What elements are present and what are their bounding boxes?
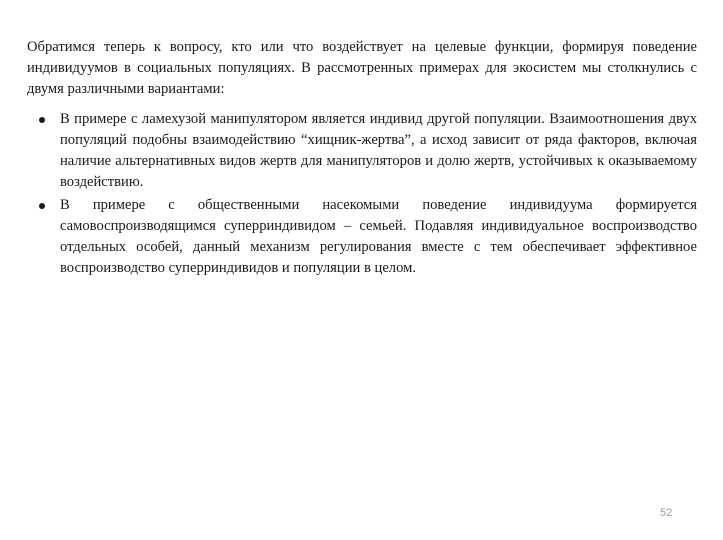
bullet-dot-icon xyxy=(39,203,45,209)
page-number: 52 xyxy=(660,507,673,519)
bullet-list xyxy=(27,109,697,281)
bullet-text: В примере с ламехузой манипулятором является индивид другой популяции. Взаимоотношения двух популяций подобны взаимодействию “хищник-жертва”, а исход зависит от ряда факторов, включая наличие альтернативных видов жертв для манипуляторов и долю жертв, устойчивых к оказываемому воздействию. xyxy=(60,111,697,190)
bullet-dot-icon xyxy=(39,117,45,123)
bullet-item-lamehusa xyxy=(27,109,697,193)
intro-paragraph: Обратимся теперь к вопросу, кто или что воздействует на целевые функции, формируя поведение индивидуумов в социальных популяциях. В рассмотренных примерах для экосистем мы столкнулись с двумя различными вариантами: xyxy=(27,39,697,97)
bullet-text: В примере с общественными насекомыми поведение индивидуума формируется самовоспроизводящимся суперриндивидом – семьей. Подавляя индивидуальное воспроизводство отдельных особей, данный механизм регулирования вместе с тем обеспечивает эффективное воспроизводство суперриндивидов и популяции в целом. xyxy=(60,197,697,276)
bullet-item-social-insects xyxy=(27,195,697,279)
